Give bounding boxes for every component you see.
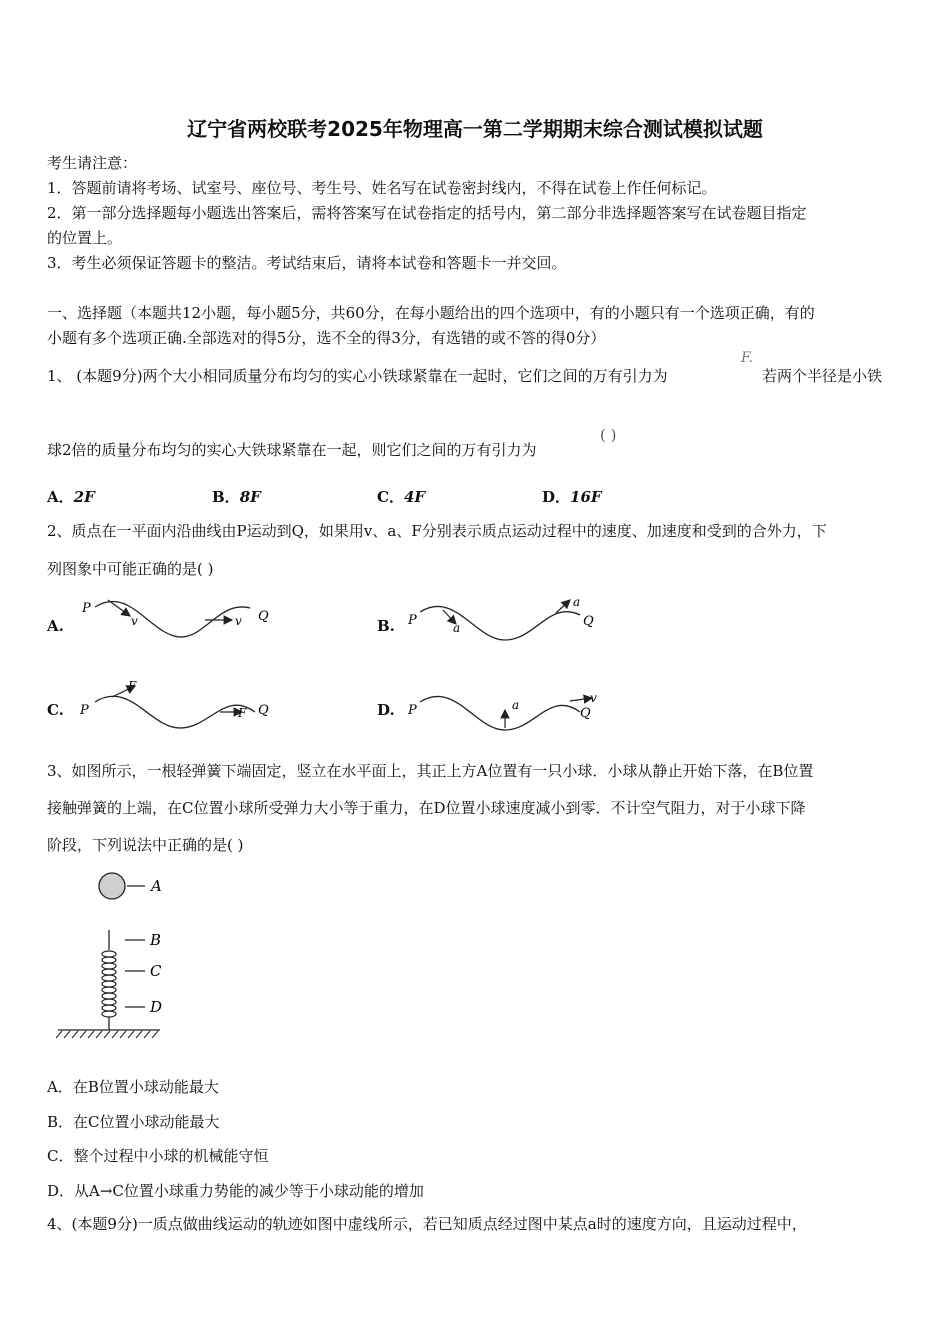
notice-item: 3．考生必须保证答题卡的整洁。考试结束后，请将本试卷和答题卡一并交回。 xyxy=(47,254,567,272)
q2-option-a-label: A. xyxy=(47,617,64,635)
point-p: P xyxy=(82,601,91,616)
q2-option-c-label: C. xyxy=(47,701,64,719)
section-instructions: 小题有多个选项正确.全部选对的得5分，选不全的得3分，有选错的或不答的得0分） xyxy=(47,329,606,347)
point-p: P xyxy=(80,703,89,718)
q1-option-d: D．16F xyxy=(542,488,602,506)
vector-label: v xyxy=(131,614,138,628)
notice-heading: 考生请注意： xyxy=(47,154,138,172)
q2-stem: 列图象中可能正确的是( ) xyxy=(47,560,214,578)
vector-label: a xyxy=(573,595,581,609)
q4-stem: 4、(本题9分)一质点做曲线运动的轨迹如图中虚线所示，若已知质点经过图中某点a时的速度方向，且运动过程中， xyxy=(47,1215,807,1233)
q1-symbol: F. xyxy=(741,350,753,366)
q1-stem-tail: 若两个半径是小铁 xyxy=(762,367,883,385)
point-q: Q xyxy=(258,609,269,624)
q1-stem: 1、 (本题9分)两个大小相同质量分布均匀的实心小铁球紧靠在一起时，它们之间的万有引力为 xyxy=(47,367,668,385)
q1-stem: 球2倍的质量分布均匀的实心大铁球紧靠在一起，则它们之间的万有引力为 xyxy=(47,441,537,459)
label-c: C xyxy=(150,962,162,980)
q2-option-b-label: B. xyxy=(377,617,395,635)
label-a: A xyxy=(151,877,162,895)
vector-label: a xyxy=(453,621,461,635)
point-q: Q xyxy=(258,703,269,718)
q3-option-a: A．在B位置小球动能最大 xyxy=(47,1078,219,1096)
q2-figure-a xyxy=(81,600,269,637)
vector-label: v xyxy=(235,614,242,628)
q3-option-b: B．在C位置小球动能最大 xyxy=(47,1113,220,1131)
vector-label: a xyxy=(512,698,520,712)
vector-label: F xyxy=(128,679,137,693)
vector-label: v xyxy=(590,691,597,705)
q3-option-c: C．整个过程中小球的机械能守恒 xyxy=(47,1147,269,1165)
q3-figure xyxy=(56,873,162,1038)
q2-option-d-label: D. xyxy=(377,701,395,719)
label-d: D xyxy=(150,998,163,1016)
spring-coils xyxy=(102,951,116,1017)
notice-item: 的位置上。 xyxy=(47,229,123,247)
q2-figure-b xyxy=(407,595,594,640)
q1-option-c: C．4F xyxy=(377,488,426,506)
q3-option-d: D．从A→C位置小球重力势能的减少等于小球动能的增加 xyxy=(47,1182,424,1200)
q1-answer-paren: ( ) xyxy=(600,426,617,444)
notice-item: 2．第一部分选择题每小题选出答案后，需将答案写在试卷指定的括号内，第二部分非选择题答案写在试卷题目指定 xyxy=(47,204,807,222)
ground-hatch xyxy=(56,1031,158,1038)
q2-stem: 2、质点在一平面内沿曲线由P运动到Q，如果用v、a、F分别表示质点运动过程中的速度、加速度和受到的合外力，下 xyxy=(47,522,827,540)
trajectory-curve xyxy=(420,696,580,730)
ball xyxy=(99,873,125,899)
q3-stem: 接触弹簧的上端，在C位置小球所受弹力大小等于重力，在D位置小球速度减小到零．不计空气阻力，对于小球下降 xyxy=(47,799,806,817)
q1-option-b: B．8F xyxy=(212,488,261,506)
label-b: B xyxy=(150,931,162,949)
q1-option-a: A．2F xyxy=(47,488,95,506)
point-q: Q xyxy=(583,614,594,629)
q2-figure-d xyxy=(407,691,597,730)
vector-label: F xyxy=(238,706,247,720)
point-q: Q xyxy=(580,706,591,721)
velocity-vector xyxy=(570,698,592,701)
page-title: 辽宁省两校联考2025年物理高一第二学期期末综合测试模拟试题 xyxy=(187,117,763,141)
point-p: P xyxy=(408,613,417,628)
q2-figure-c xyxy=(79,679,269,728)
q3-stem: 阶段，下列说法中正确的是( ) xyxy=(47,836,244,854)
q3-stem: 3、如图所示，一根轻弹簧下端固定，竖立在水平面上，其正上方A位置有一只小球．小球从静止开始下落，在B位置 xyxy=(47,762,814,780)
section-instructions: 一、选择题（本题共12小题，每小题5分，共60分，在每小题给出的四个选项中，有的小题只有一个选项正确，有的 xyxy=(47,304,815,322)
point-p: P xyxy=(408,703,417,718)
notice-item: 1．答题前请将考场、试室号、座位号、考生号、姓名写在试卷密封线内，不得在试卷上作任何标记。 xyxy=(47,179,717,197)
